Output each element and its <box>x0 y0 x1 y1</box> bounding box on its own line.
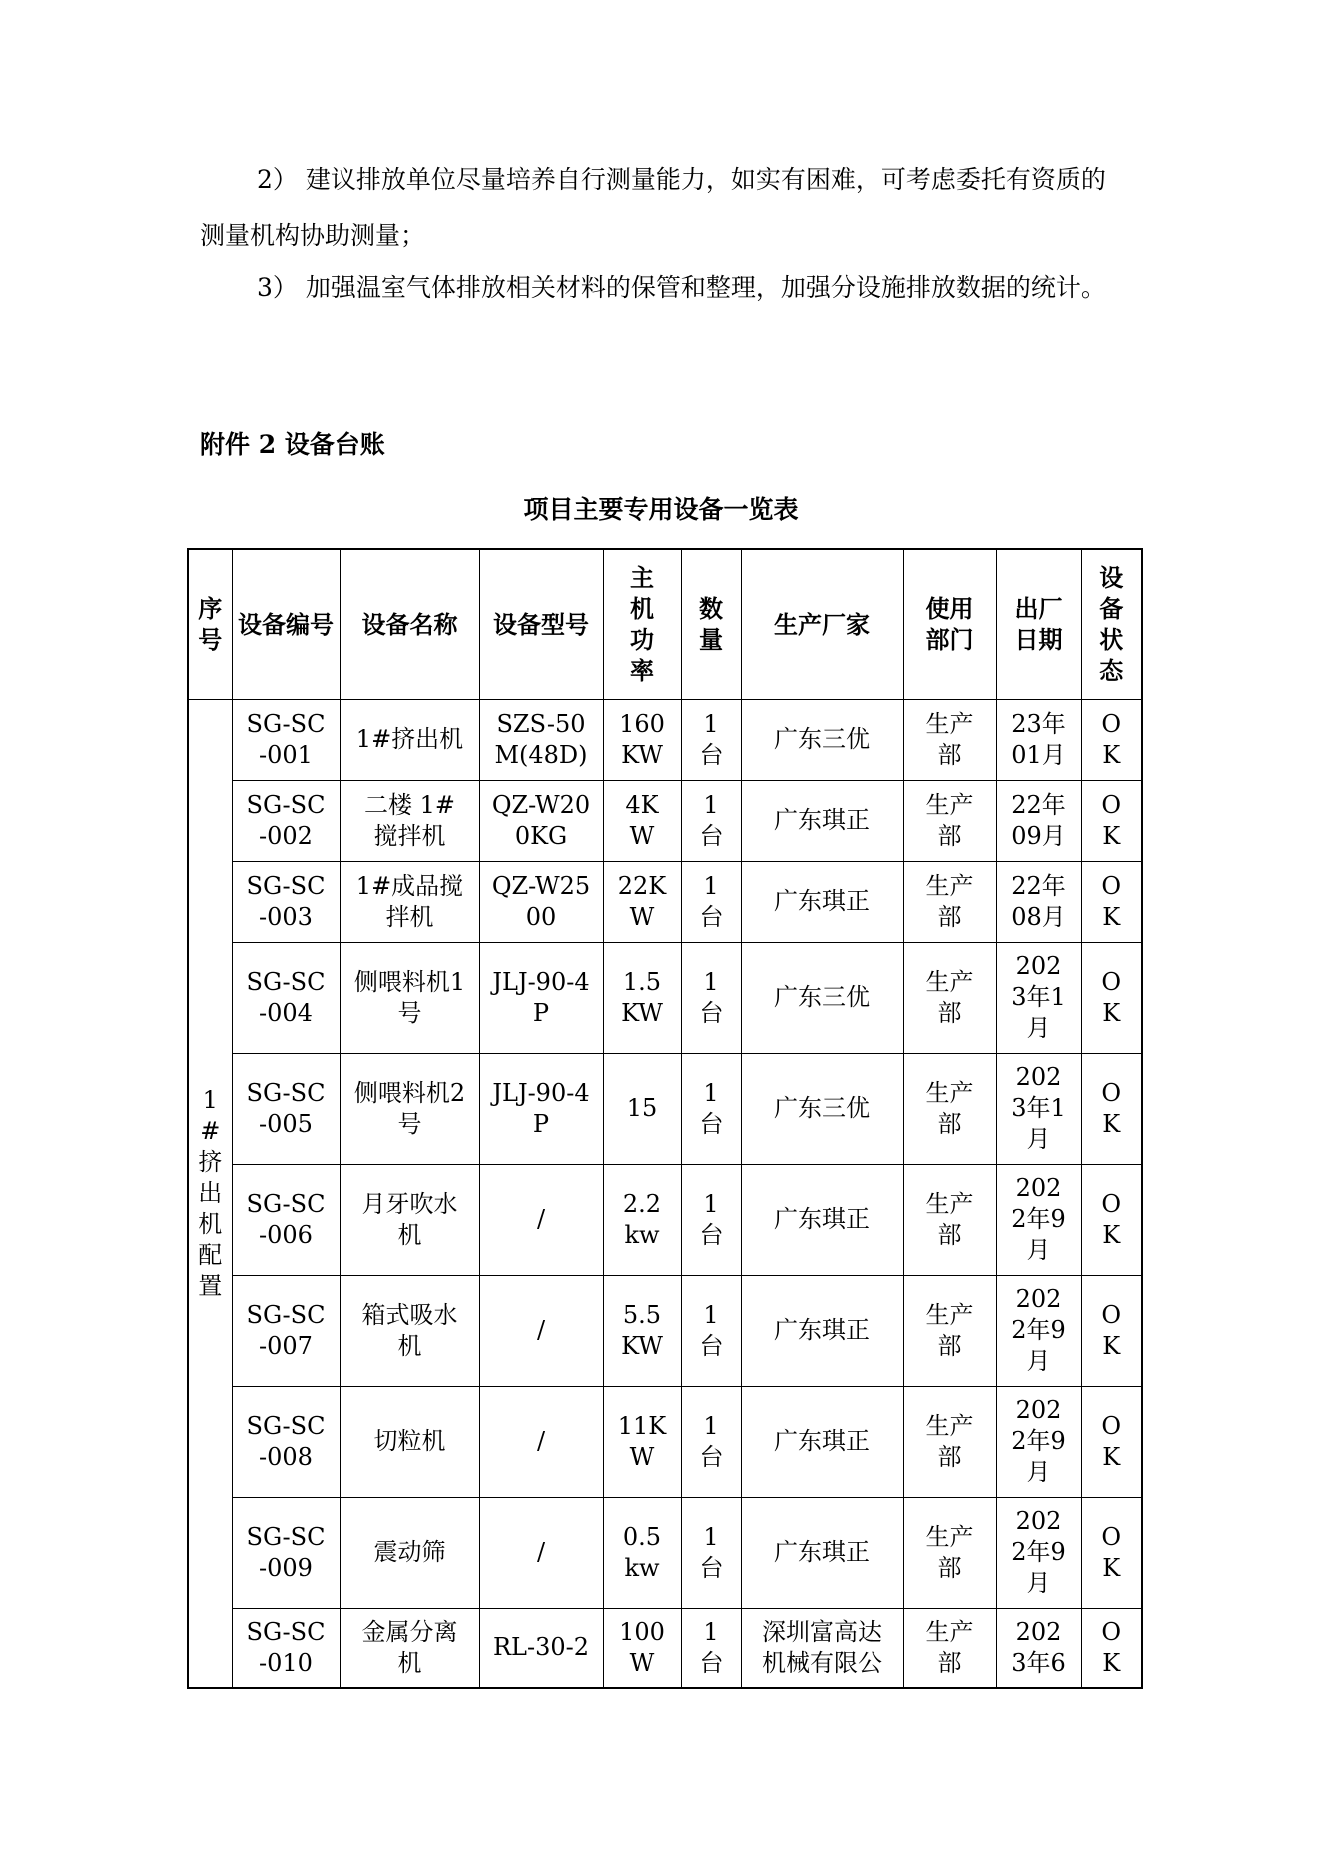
cell-status: OK <box>1081 942 1142 1053</box>
header-cell-code: 设备编号 <box>232 549 340 699</box>
cell-model: QZ-W200KG <box>479 780 603 861</box>
table-header-row <box>188 549 1142 699</box>
cell-name: 二楼 1#搅拌机 <box>340 780 479 861</box>
cell-code: SG-SC-008 <box>232 1386 340 1497</box>
cell-dept: 生产部 <box>903 861 996 942</box>
cell-dept: 生产部 <box>903 942 996 1053</box>
cell-name: 侧喂料机1号 <box>340 942 479 1053</box>
table-row <box>188 1164 1142 1275</box>
table-row <box>188 1386 1142 1497</box>
cell-power: 160KW <box>603 699 681 780</box>
header-cell-model: 设备型号 <box>479 549 603 699</box>
cell-status: OK <box>1081 1275 1142 1386</box>
cell-power: 4KW <box>603 780 681 861</box>
cell-dept: 生产部 <box>903 1275 996 1386</box>
cell-maker: 广东三优 <box>741 1053 903 1164</box>
cell-name: 震动筛 <box>340 1497 479 1608</box>
cell-code: SG-SC-002 <box>232 780 340 861</box>
appendix-heading: 附件 2 设备台账 <box>200 430 385 459</box>
cell-model: SZS-50M(48D) <box>479 699 603 780</box>
cell-maker: 广东琪正 <box>741 780 903 861</box>
cell-name: 1#成品搅拌机 <box>340 861 479 942</box>
cell-name: 箱式吸水机 <box>340 1275 479 1386</box>
header-cell-index: 序号 <box>188 549 232 699</box>
cell-maker: 广东三优 <box>741 942 903 1053</box>
cell-power: 0.5kw <box>603 1497 681 1608</box>
cell-code: SG-SC-010 <box>232 1608 340 1688</box>
table-row <box>188 1053 1142 1164</box>
table-body <box>188 699 1142 1688</box>
cell-dept: 生产部 <box>903 699 996 780</box>
cell-date: 23年01月 <box>996 699 1081 780</box>
cell-dept: 生产部 <box>903 1164 996 1275</box>
cell-maker: 广东琪正 <box>741 1497 903 1608</box>
cell-name: 侧喂料机2号 <box>340 1053 479 1164</box>
table-row <box>188 1497 1142 1608</box>
paragraph-item-3 <box>200 260 1130 316</box>
cell-maker: 广东琪正 <box>741 1275 903 1386</box>
header-cell-date: 出厂日期 <box>996 549 1081 699</box>
cell-dept: 生产部 <box>903 1608 996 1688</box>
cell-date: 2023年1月 <box>996 1053 1081 1164</box>
cell-date: 22年09月 <box>996 780 1081 861</box>
cell-qty: 1台 <box>681 1164 741 1275</box>
cell-maker: 广东琪正 <box>741 1164 903 1275</box>
cell-dept: 生产部 <box>903 1053 996 1164</box>
cell-maker: 广东三优 <box>741 699 903 780</box>
cell-qty: 1台 <box>681 1275 741 1386</box>
paragraph-item-2 <box>200 152 1130 264</box>
cell-qty: 1台 <box>681 1497 741 1608</box>
cell-qty: 1台 <box>681 780 741 861</box>
cell-date: 22年08月 <box>996 861 1081 942</box>
cell-code: SG-SC-007 <box>232 1275 340 1386</box>
table-row <box>188 1275 1142 1386</box>
cell-status: OK <box>1081 1608 1142 1688</box>
cell-date: 2022年9月 <box>996 1164 1081 1275</box>
cell-qty: 1台 <box>681 942 741 1053</box>
cell-date: 2023年1月 <box>996 942 1081 1053</box>
table-row <box>188 780 1142 861</box>
cell-code: SG-SC-009 <box>232 1497 340 1608</box>
header-cell-dept: 使用部门 <box>903 549 996 699</box>
cell-status: OK <box>1081 780 1142 861</box>
cell-maker: 广东琪正 <box>741 1386 903 1497</box>
cell-date: 2022年9月 <box>996 1497 1081 1608</box>
paragraph-text: 3） 加强温室气体排放相关材料的保管和整理，加强分设施排放数据的统计。 <box>257 273 1106 302</box>
header-cell-power: 主机功率 <box>603 549 681 699</box>
table-row <box>188 942 1142 1053</box>
cell-code: SG-SC-004 <box>232 942 340 1053</box>
cell-code: SG-SC-003 <box>232 861 340 942</box>
header-cell-maker: 生产厂家 <box>741 549 903 699</box>
cell-dept: 生产部 <box>903 780 996 861</box>
cell-code: SG-SC-001 <box>232 699 340 780</box>
cell-dept: 生产部 <box>903 1386 996 1497</box>
cell-power: 22KW <box>603 861 681 942</box>
cell-qty: 1台 <box>681 699 741 780</box>
cell-model: / <box>479 1497 603 1608</box>
cell-date: 2023年6 <box>996 1608 1081 1688</box>
cell-model: / <box>479 1275 603 1386</box>
cell-status: OK <box>1081 1497 1142 1608</box>
cell-name: 1#挤出机 <box>340 699 479 780</box>
cell-status: OK <box>1081 861 1142 942</box>
header-cell-qty: 数量 <box>681 549 741 699</box>
cell-model: RL-30-2 <box>479 1608 603 1688</box>
cell-maker: 深圳富高达机械有限公 <box>741 1608 903 1688</box>
cell-model: / <box>479 1386 603 1497</box>
cell-code: SG-SC-006 <box>232 1164 340 1275</box>
cell-model: / <box>479 1164 603 1275</box>
table-row <box>188 861 1142 942</box>
header-cell-status: 设备状态 <box>1081 549 1142 699</box>
group-label-cell: 1#挤出机配置 <box>188 699 232 1688</box>
cell-qty: 1台 <box>681 1053 741 1164</box>
header-cell-name: 设备名称 <box>340 549 479 699</box>
cell-dept: 生产部 <box>903 1497 996 1608</box>
cell-model: JLJ-90-4P <box>479 942 603 1053</box>
table-row <box>188 1608 1142 1688</box>
cell-model: QZ-W2500 <box>479 861 603 942</box>
cell-qty: 1台 <box>681 1608 741 1688</box>
cell-qty: 1台 <box>681 1386 741 1497</box>
cell-name: 月牙吹水机 <box>340 1164 479 1275</box>
cell-status: OK <box>1081 1164 1142 1275</box>
cell-power: 15 <box>603 1053 681 1164</box>
cell-power: 1.5KW <box>603 942 681 1053</box>
cell-date: 2022年9月 <box>996 1386 1081 1497</box>
cell-maker: 广东琪正 <box>741 861 903 942</box>
cell-code: SG-SC-005 <box>232 1053 340 1164</box>
cell-name: 金属分离机 <box>340 1608 479 1688</box>
cell-power: 100W <box>603 1608 681 1688</box>
table-title: 项目主要专用设备一览表 <box>523 495 799 524</box>
cell-status: OK <box>1081 1386 1142 1497</box>
cell-date: 2022年9月 <box>996 1275 1081 1386</box>
cell-power: 2.2kw <box>603 1164 681 1275</box>
cell-status: OK <box>1081 1053 1142 1164</box>
cell-power: 11KW <box>603 1386 681 1497</box>
cell-qty: 1台 <box>681 861 741 942</box>
equipment-table <box>187 548 1143 1689</box>
cell-power: 5.5KW <box>603 1275 681 1386</box>
cell-name: 切粒机 <box>340 1386 479 1497</box>
table-row <box>188 699 1142 780</box>
paragraph-text: 2） 建议排放单位尽量培养自行测量能力，如实有困难，可考虑委托有资质的测量机构协助测量； <box>200 165 1106 250</box>
cell-status: OK <box>1081 699 1142 780</box>
cell-model: JLJ-90-4P <box>479 1053 603 1164</box>
